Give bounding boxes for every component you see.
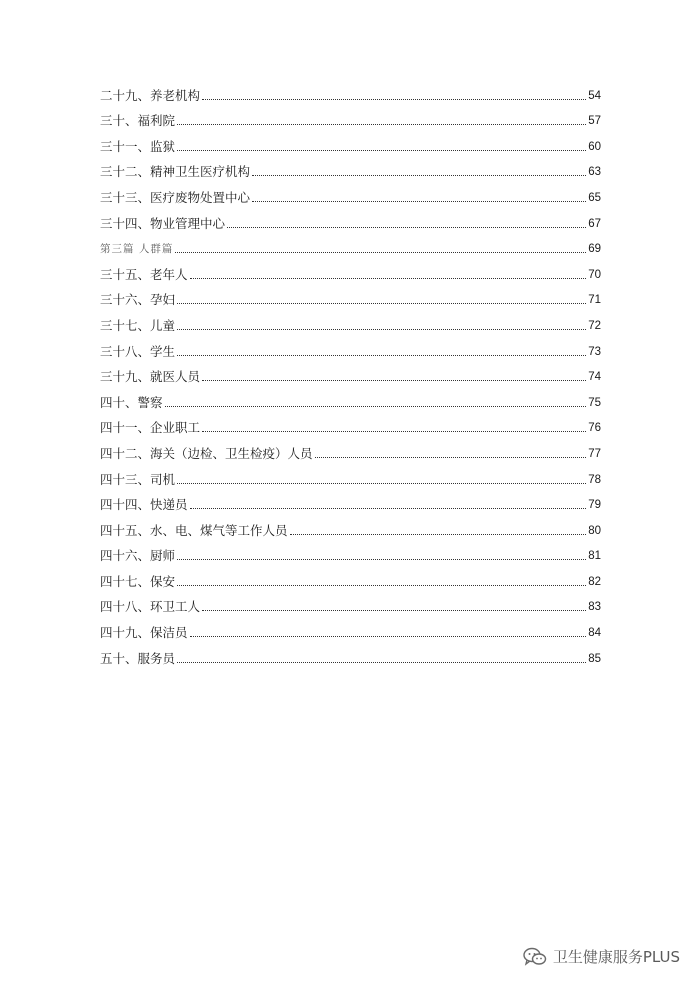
toc-leader-dots — [227, 227, 586, 228]
toc-entry-title: 四十九、保洁员 — [100, 625, 188, 641]
toc-entry[interactable] — [100, 539, 601, 565]
toc-entry[interactable] — [100, 641, 601, 667]
toc-entry[interactable] — [100, 180, 601, 206]
toc-leader-dots — [202, 610, 586, 611]
toc-entry-page: 77 — [588, 447, 601, 460]
toc-entry-page: 71 — [588, 294, 601, 307]
toc-entry-title: 三十一、监狱 — [100, 138, 176, 154]
toc-entry[interactable] — [100, 488, 601, 514]
toc-entry[interactable] — [100, 257, 601, 283]
toc-entry-page: 69 — [588, 243, 601, 256]
toc-part-heading[interactable] — [100, 232, 601, 258]
toc-leader-dots — [315, 457, 587, 458]
toc-entry-title: 三十九、就医人员 — [100, 369, 201, 385]
toc-entry-title: 四十六、厨师 — [100, 548, 176, 564]
toc-entry-title: 三十七、儿童 — [100, 317, 176, 333]
toc-entry-title: 四十三、司机 — [100, 471, 176, 487]
toc-entry-page: 74 — [588, 371, 601, 384]
toc-entry-page: 78 — [588, 473, 601, 486]
toc-entry-title: 四十八、环卫工人 — [100, 599, 201, 615]
toc-entry[interactable] — [100, 206, 601, 232]
toc-entry-title: 三十八、学生 — [100, 343, 176, 359]
watermark — [523, 946, 680, 967]
toc-entry-title: 四十、警察 — [100, 394, 163, 410]
toc-entry[interactable] — [100, 104, 601, 130]
toc-entry-page: 83 — [588, 601, 601, 614]
toc-entry-page: 54 — [588, 89, 601, 102]
toc-entry-title: 四十二、海关（边检、卫生检疫）人员 — [100, 445, 313, 461]
toc-entry-title: 三十、福利院 — [100, 113, 176, 129]
toc-entry-page: 81 — [588, 550, 601, 563]
toc-entry[interactable] — [100, 129, 601, 155]
toc-part-title: 第三篇 人群篇 — [100, 243, 174, 256]
toc-entry-page: 63 — [588, 166, 601, 179]
toc-entry-page: 76 — [588, 422, 601, 435]
toc-entry-title: 三十二、精神卫生医疗机构 — [100, 164, 251, 180]
toc-leader-dots — [165, 406, 587, 407]
toc-leader-dots — [177, 483, 586, 484]
toc-entry[interactable] — [100, 462, 601, 488]
toc-entry[interactable] — [100, 155, 601, 181]
toc-entry-page: 65 — [588, 191, 601, 204]
wechat-icon — [523, 947, 547, 967]
toc-entry[interactable] — [100, 590, 601, 616]
toc-entry[interactable] — [100, 283, 601, 309]
toc-entry-title: 四十七、保安 — [100, 573, 176, 589]
toc-leader-dots — [252, 201, 586, 202]
toc-entry[interactable] — [100, 308, 601, 334]
toc-entry[interactable] — [100, 334, 601, 360]
toc-entry-page: 70 — [588, 268, 601, 281]
toc-entry[interactable] — [100, 385, 601, 411]
toc-entry-page: 72 — [588, 319, 601, 332]
toc-leader-dots — [177, 124, 586, 125]
toc-entry-page: 79 — [588, 499, 601, 512]
toc-leader-dots — [202, 380, 586, 381]
toc-entry-page: 84 — [588, 627, 601, 640]
toc-leader-dots — [177, 559, 586, 560]
toc-entry-title: 四十四、快递员 — [100, 497, 188, 513]
toc-leader-dots — [190, 508, 587, 509]
toc-entry-title: 四十一、企业职工 — [100, 420, 201, 436]
toc-leader-dots — [177, 355, 586, 356]
toc-entry-page: 82 — [588, 575, 601, 588]
toc-entry[interactable] — [100, 78, 601, 104]
toc-entry-page: 57 — [588, 115, 601, 128]
table-of-contents — [100, 78, 601, 667]
toc-entry-title: 二十九、养老机构 — [100, 87, 201, 103]
toc-entry-page: 75 — [588, 396, 601, 409]
toc-leader-dots — [177, 150, 586, 151]
watermark-text: 卫生健康服务PLUS — [552, 948, 680, 966]
toc-entry-page: 85 — [588, 652, 601, 665]
toc-entry-title: 三十五、老年人 — [100, 266, 188, 282]
toc-leader-dots — [290, 534, 587, 535]
toc-leader-dots — [202, 431, 586, 432]
toc-entry[interactable] — [100, 436, 601, 462]
toc-entry-title: 三十四、物业管理中心 — [100, 215, 226, 231]
toc-leader-dots — [190, 636, 587, 637]
toc-entry[interactable] — [100, 360, 601, 386]
toc-leader-dots — [177, 662, 586, 663]
toc-leader-dots — [202, 99, 586, 100]
toc-entry-page: 67 — [588, 217, 601, 230]
toc-leader-dots — [190, 278, 587, 279]
toc-entry[interactable] — [100, 564, 601, 590]
toc-entry-page: 80 — [588, 524, 601, 537]
toc-leader-dots — [177, 303, 586, 304]
toc-entry[interactable] — [100, 615, 601, 641]
toc-entry-title: 四十五、水、电、煤气等工作人员 — [100, 522, 288, 538]
toc-entry-title: 五十、服务员 — [100, 650, 176, 666]
toc-leader-dots — [175, 252, 586, 253]
toc-entry-title: 三十六、孕妇 — [100, 292, 176, 308]
toc-leader-dots — [252, 175, 586, 176]
toc-leader-dots — [177, 329, 586, 330]
toc-entry-page: 73 — [588, 345, 601, 358]
toc-entry-page: 60 — [588, 140, 601, 153]
toc-entry[interactable] — [100, 411, 601, 437]
toc-entry[interactable] — [100, 513, 601, 539]
toc-leader-dots — [177, 585, 586, 586]
toc-entry-title: 三十三、医疗废物处置中心 — [100, 189, 251, 205]
